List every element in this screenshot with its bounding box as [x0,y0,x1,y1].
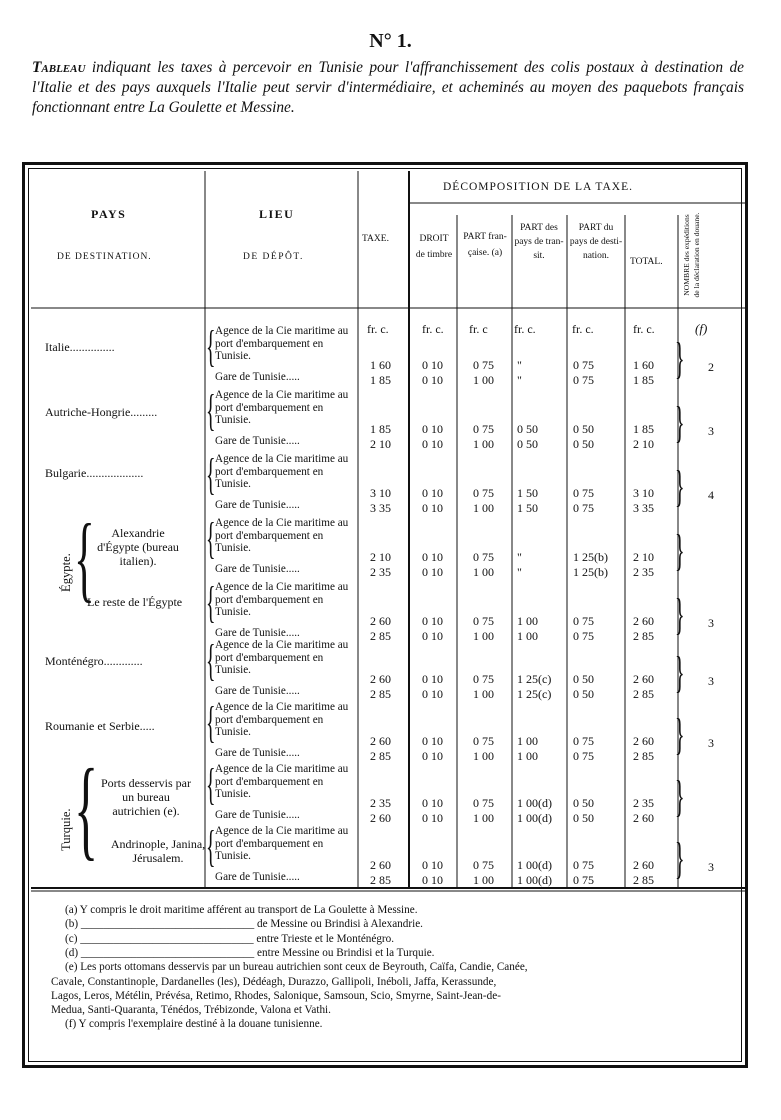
value-agence-part_fr: 0 75 [473,422,494,436]
lieu-gare: Gare de Tunisie..... [215,685,300,697]
value-gare-part_fr: 1 00 [473,811,494,825]
value-gare-total: 2 85 [633,749,654,763]
header-droit: DROIT de timbre [415,234,453,260]
row-brace: { [206,822,216,871]
value-gare-taxe: 2 85 [370,749,391,763]
value-gare-part_fr: 1 00 [473,565,494,579]
lieu-gare: Gare de Tunisie..... [215,627,300,639]
value-gare-taxe: 2 10 [370,437,391,451]
value-agence-droit: 0 10 [422,422,443,436]
total-brace: } [675,710,685,759]
value-agence-part_fr: 0 75 [473,614,494,628]
value-gare-taxe: 1 85 [370,373,391,387]
value-gare-droit: 0 10 [422,437,443,451]
lieu-agence: Agence de la Cie maritime au port d'embarquement en Tunisie. [215,517,349,555]
row-brace: { [206,578,216,627]
country-name: Roumanie et Serbie..... [45,719,155,733]
country-name: Autriche-Hongrie......... [45,405,158,419]
country-name: Bulgarie................... [45,466,144,480]
header-taxe: TAXE. [362,234,389,244]
unit-transit: fr. c. [514,322,536,336]
country-name: Alexandrie d'Égypte (bureau italien). [97,526,179,568]
footnote-line: (c) _______________________________ entre Trieste et le Monténégro. [65,932,395,945]
value-agence-taxe: 1 60 [370,358,391,372]
header-lieu-sub: DE DÉPÔT. [243,252,304,262]
value-gare-transit: 1 00(d) [517,873,552,887]
value-gare-transit: 1 25(c) [517,687,552,701]
table-frame [22,162,748,1068]
nombre-value: 2 [708,360,714,374]
nombre-value: 3 [708,736,714,750]
value-agence-taxe: 3 10 [370,486,391,500]
value-gare-part_fr: 1 00 [473,373,494,387]
nombre-value: 3 [708,616,714,630]
value-gare-transit: " [517,373,522,387]
nombre-value: 3 [708,674,714,688]
page-number: N° 1. [369,30,412,52]
total-brace: } [675,772,685,821]
footnote-line: Lagos, Leros, Métélin, Prévésa, Retimo, Rhodes, Salonique, Samsoun, Scio, Smyrne, Saint-Jean-de- [51,989,501,1002]
value-agence-transit: 1 00(d) [517,858,552,872]
value-agence-dest: 0 50 [573,422,594,436]
value-gare-droit: 0 10 [422,873,443,887]
value-gare-total: 2 85 [633,687,654,701]
value-agence-taxe: 2 60 [370,614,391,628]
lieu-agence: Agence de la Cie maritime au port d'embarquement en Tunisie. [215,453,349,491]
value-agence-dest: 0 75 [573,358,594,372]
value-agence-taxe: 2 60 [370,734,391,748]
row-brace: { [206,322,216,371]
value-agence-part_fr: 0 75 [473,858,494,872]
value-agence-dest: 0 75 [573,858,594,872]
value-agence-total: 2 60 [633,858,654,872]
total-brace: } [675,462,685,511]
value-gare-taxe: 2 60 [370,811,391,825]
value-gare-transit: 0 50 [517,437,538,451]
value-agence-dest: 1 25(b) [573,550,608,564]
unit-total: fr. c. [633,322,655,336]
value-gare-droit: 0 10 [422,749,443,763]
value-gare-dest: 0 75 [573,873,594,887]
value-agence-transit: 1 00 [517,614,538,628]
value-gare-total: 1 85 [633,373,654,387]
value-agence-droit: 0 10 [422,550,443,564]
group-brace-turquie: { [74,747,99,871]
group-brace-egypte: { [74,504,95,611]
country-name: Le reste de l'Égypte [87,595,183,609]
value-gare-dest: 0 75 [573,501,594,515]
value-agence-part_fr: 0 75 [473,796,494,810]
row-brace: { [206,760,216,809]
lieu-gare: Gare de Tunisie..... [215,809,300,821]
header-nombre: NOMBRE des expéditions de la déclaration en douane. [682,212,702,298]
value-gare-droit: 0 10 [422,373,443,387]
caption-text: indiquant les taxes à percevoir en Tunisie pour l'affranchissement des colis postaux à destination de l'Italie et des pays auxquels l'Italie peut servir d'intermédiaire, et acheminés au moyen des paquebots français fonctionnant entre La Goulette et Messine. [32,59,744,116]
lieu-agence: Agence de la Cie maritime au port d'embarquement en Tunisie. [215,825,349,863]
lieu-agence: Agence de la Cie maritime au port d'embarquement en Tunisie. [215,325,349,363]
value-agence-transit: 1 00 [517,734,538,748]
total-brace: } [675,648,685,697]
header-part-francaise: PART fran- çaise. (a) [463,232,507,258]
header-total: TOTAL. [630,257,663,267]
value-gare-total: 2 85 [633,629,654,643]
value-gare-transit: 1 00 [517,629,538,643]
value-agence-droit: 0 10 [422,486,443,500]
value-gare-droit: 0 10 [422,501,443,515]
value-agence-total: 2 60 [633,734,654,748]
value-gare-total: 2 60 [633,811,654,825]
lieu-agence: Agence de la Cie maritime au port d'embarquement en Tunisie. [215,639,349,677]
value-agence-dest: 0 75 [573,614,594,628]
value-agence-dest: 0 75 [573,486,594,500]
country-name: Italie............... [45,340,115,354]
value-gare-total: 3 35 [633,501,654,515]
unit-droit: fr. c. [422,322,444,336]
value-agence-droit: 0 10 [422,358,443,372]
value-gare-taxe: 2 85 [370,629,391,643]
country-name: Andrinople, Janina, Jérusalem. [110,837,206,865]
value-agence-part_fr: 0 75 [473,672,494,686]
nombre-value: 3 [708,424,714,438]
value-agence-part_fr: 0 75 [473,358,494,372]
country-name: Monténégro............. [45,654,143,668]
unit-dest: fr. c. [572,322,594,336]
total-brace: } [675,834,685,883]
value-agence-transit: 1 25(c) [517,672,552,686]
footnote-line: (f) Y compris l'exemplaire destiné à la douane tunisienne. [65,1018,323,1031]
unit-part-fr: fr. c [469,322,488,336]
row-brace: { [206,698,216,747]
nombre-value: 3 [708,860,714,874]
value-agence-part_fr: 0 75 [473,550,494,564]
header-lieu: LIEU [259,207,295,221]
lieu-agence: Agence de la Cie maritime au port d'embarquement en Tunisie. [215,389,349,427]
footnote-line: Medua, Santi-Quaranta, Ténédos, Trébizonde, Valona et Vathi. [51,1004,331,1017]
row-brace: { [206,386,216,435]
footnote-line: (e) Les ports ottomans desservis par un bureau autrichien sont ceux de Beyrouth, Caïfa, Candie, Canée, [65,961,528,974]
value-gare-total: 2 10 [633,437,654,451]
value-gare-part_fr: 1 00 [473,437,494,451]
value-agence-droit: 0 10 [422,734,443,748]
value-gare-droit: 0 10 [422,565,443,579]
value-agence-transit: " [517,550,522,564]
table-caption [32,58,744,118]
value-gare-part_fr: 1 00 [473,749,494,763]
value-gare-total: 2 85 [633,873,654,887]
header-pays: PAYS [91,207,127,221]
value-agence-transit: 1 50 [517,486,538,500]
total-brace: } [675,590,685,639]
group-egypte: Égypte. [59,553,73,592]
nombre-value: 4 [708,488,714,502]
footnote-line: Cavale, Constantinople, Dardanelles (les), Dédéagh, Durazzo, Gallipoli, Inéboli, Jaffa, Kerassunde, [51,975,497,988]
value-agence-taxe: 1 85 [370,422,391,436]
value-agence-dest: 0 50 [573,672,594,686]
lieu-gare: Gare de Tunisie..... [215,563,300,575]
value-agence-total: 2 35 [633,796,654,810]
caption-lead: Tableau [32,59,86,76]
group-turquie: Turquie. [59,808,73,851]
lieu-agence: Agence de la Cie maritime au port d'embarquement en Tunisie. [215,763,349,801]
value-agence-dest: 0 50 [573,796,594,810]
value-gare-dest: 1 25(b) [573,565,608,579]
header-decomposition: DÉCOMPOSITION DE LA TAXE. [443,181,633,193]
value-gare-transit: 1 00 [517,749,538,763]
lieu-gare: Gare de Tunisie..... [215,435,300,447]
lieu-gare: Gare de Tunisie..... [215,371,300,383]
footnote-line: (b) _______________________________ de Messine ou Brindisi à Alexandrie. [65,918,423,931]
header-pays-sub: DE DESTINATION. [57,252,152,262]
value-agence-taxe: 2 60 [370,858,391,872]
value-gare-taxe: 2 35 [370,565,391,579]
lieu-gare: Gare de Tunisie..... [215,871,300,883]
value-gare-dest: 0 75 [573,373,594,387]
total-brace: } [675,398,685,447]
value-agence-transit: " [517,358,522,372]
unit-taxe: fr. c. [367,322,389,336]
value-gare-droit: 0 10 [422,687,443,701]
footnote-line: (d) _______________________________ entre Messine ou Brindisi et la Turquie. [65,946,435,959]
unit-nombre: (f) [695,321,708,336]
value-agence-droit: 0 10 [422,614,443,628]
value-gare-taxe: 2 85 [370,687,391,701]
value-gare-dest: 0 50 [573,437,594,451]
lieu-agence: Agence de la Cie maritime au port d'embarquement en Tunisie. [215,701,349,739]
value-agence-total: 2 60 [633,672,654,686]
row-brace: { [206,636,216,685]
value-agence-droit: 0 10 [422,796,443,810]
value-agence-total: 1 60 [633,358,654,372]
total-brace: } [675,334,685,383]
value-agence-transit: 1 00(d) [517,796,552,810]
value-agence-taxe: 2 60 [370,672,391,686]
lieu-gare: Gare de Tunisie..... [215,499,300,511]
value-agence-part_fr: 0 75 [473,734,494,748]
value-gare-taxe: 2 85 [370,873,391,887]
value-agence-total: 1 85 [633,422,654,436]
value-gare-part_fr: 1 00 [473,873,494,887]
row-brace: { [206,450,216,499]
total-brace: } [675,526,685,575]
value-gare-part_fr: 1 00 [473,687,494,701]
value-gare-transit: " [517,565,522,579]
value-agence-droit: 0 10 [422,858,443,872]
value-gare-dest: 0 50 [573,811,594,825]
value-gare-taxe: 3 35 [370,501,391,515]
footnote-line: (a) Y compris le droit maritime afférent au transport de La Goulette à Messine. [65,904,418,916]
value-gare-part_fr: 1 00 [473,501,494,515]
row-brace: { [206,514,216,563]
value-agence-taxe: 2 10 [370,550,391,564]
header-part-destination: PART du pays de desti- nation. [569,223,623,261]
lieu-gare: Gare de Tunisie..... [215,747,300,759]
value-gare-part_fr: 1 00 [473,629,494,643]
header-part-transit: PART des pays de tran- sit. [514,223,564,261]
value-agence-transit: 0 50 [517,422,538,436]
value-gare-dest: 0 75 [573,629,594,643]
value-gare-dest: 0 50 [573,687,594,701]
value-agence-taxe: 2 35 [370,796,391,810]
value-agence-part_fr: 0 75 [473,486,494,500]
value-gare-droit: 0 10 [422,629,443,643]
value-agence-total: 2 10 [633,550,654,564]
value-gare-transit: 1 50 [517,501,538,515]
value-agence-droit: 0 10 [422,672,443,686]
value-agence-dest: 0 75 [573,734,594,748]
value-gare-droit: 0 10 [422,811,443,825]
country-name: Ports desservis par un bureau autrichien (e). [101,776,191,818]
value-agence-total: 3 10 [633,486,654,500]
value-gare-transit: 1 00(d) [517,811,552,825]
value-gare-total: 2 35 [633,565,654,579]
lieu-agence: Agence de la Cie maritime au port d'embarquement en Tunisie. [215,581,349,619]
value-gare-dest: 0 75 [573,749,594,763]
value-agence-total: 2 60 [633,614,654,628]
